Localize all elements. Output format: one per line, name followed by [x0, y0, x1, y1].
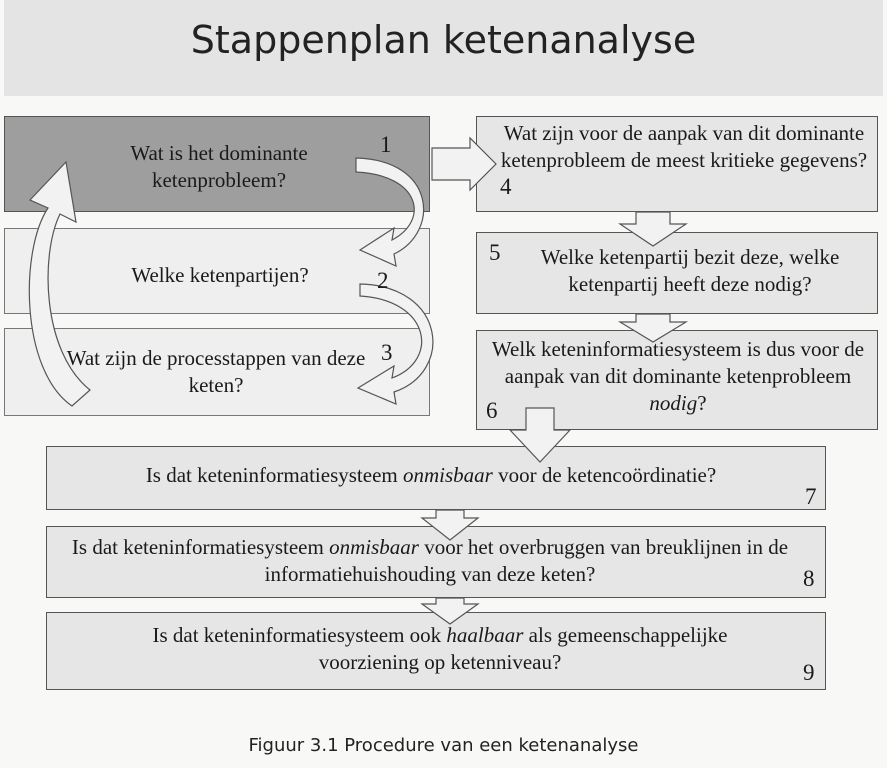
- arrow-step2-to-step3: [358, 284, 433, 404]
- step-2-text: Welke ketenpartijen?: [131, 263, 309, 287]
- step-4-number: 4: [500, 174, 512, 199]
- step-6-text: [480, 336, 876, 417]
- arrow-step1-to-step4: [432, 138, 496, 190]
- figure-caption: Figuur 3.1 Procedure van een ketenanalyse: [248, 735, 639, 756]
- step-8-number: 8: [803, 566, 815, 591]
- step-2-number: 2: [377, 268, 389, 293]
- arrow-step4-to-step5: [620, 212, 686, 246]
- step-7-number: 7: [805, 484, 817, 509]
- step-1-number: 1: [380, 132, 392, 157]
- step-8-text-main: Is dat keteninformatiesysteem: [71, 535, 324, 559]
- step-7-text-emphasis: onmisbaar: [402, 463, 493, 487]
- step-9-number: 9: [803, 660, 815, 685]
- step-4-text: Wat zijn voor de aanpak van dit dominante ketenprobleem de meest kritieke gegevens?: [500, 121, 868, 172]
- step-1-text: Wat is het dominante ketenprobleem?: [130, 141, 308, 192]
- step-7-text-main: Is dat keteninformatiesysteem: [145, 463, 398, 487]
- step-9-text-emphasis: haalbaar: [446, 623, 524, 647]
- arrow-step8-to-step9: [422, 598, 478, 624]
- step-5-number: 5: [489, 240, 501, 265]
- step-3-text: Wat zijn de processtappen van deze keten?: [66, 346, 366, 397]
- step-6-text-end: ?: [697, 391, 707, 415]
- diagram-title: Stappenplan ketenanalyse: [190, 18, 697, 62]
- arrow-step1-to-step2: [356, 158, 424, 266]
- step-6-text-emphasis: nodig: [649, 391, 698, 415]
- step-9-text: [120, 622, 760, 676]
- step-8-text-end: voor het overbruggen van breuklijnen in de informatiehuishouding van deze keten?: [264, 535, 789, 586]
- step-6-text-main: Welk keteninformatiesysteem is dus voor de aanpak van dit dominante ketenprobleem: [491, 337, 865, 388]
- step-3-number: 3: [381, 340, 393, 365]
- step-9-text-main: Is dat keteninformatiesysteem ook: [152, 623, 442, 647]
- step-6-number: 6: [486, 398, 498, 423]
- step-8-text-emphasis: onmisbaar: [329, 535, 419, 559]
- step-7-text: [56, 462, 806, 489]
- step-5-text: Welke ketenpartij bezit deze, welke ketenpartij heeft deze nodig?: [540, 245, 840, 296]
- step-7-text-end: voor de ketencoördinatie?: [498, 463, 717, 487]
- step-9-text-end: als gemeenschappelijke voorziening op ketenniveau?: [318, 623, 728, 674]
- step-8-text: [60, 534, 800, 588]
